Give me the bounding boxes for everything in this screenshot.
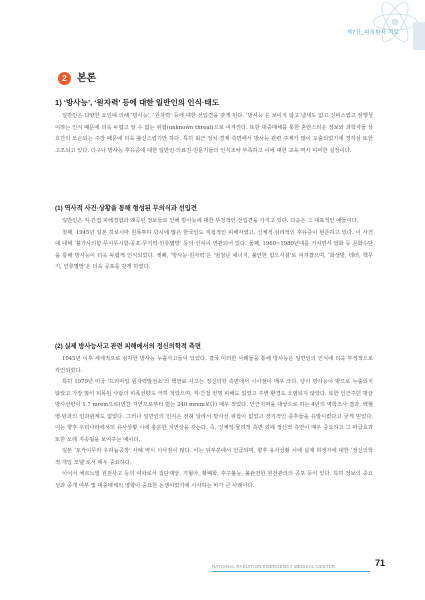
subsection-title: 1) ‘방사능’, ‘원자력’ 등에 대한 일반인의 인식·태도 <box>55 98 220 107</box>
psychiatric-p3: 일본 ‘토카이무라 우라늄공장’ 사례 역시 시사점이 많다. 이는 뒤부분에서 언급되며, 향후 유사상황 시에 실제 희생자에 대한 ‘정신의학적 개입 모델’로서 매우 중요하다. <box>55 448 373 466</box>
section-number-badge: 2 <box>58 72 71 85</box>
intro-text: 일반인은 다양한 요인에 의해 ‘방사능’, ‘원자력’ 등에 대한 선입견을 갖게 된다. ‘방사능’은 보이지 않고 냄새도 없고 신비스럽고 잠행성이라는 인식 때문에 더욱 두렵고 알 수 없는 위협(unknown threat)으로 여겨진다. 또한 대중매체를 통한 혼란스러운 정보와 과학자들 상호간의 모순되는 주장 때문에 더욱 불신스럽기만 하다. 특히 최근 정치·경제 측면에서 방사능 관련 주제가 많이 도출되었기에 경각심 또한 고조되고 있다. 더구나 방사능 후유증에 대한 일반인·의료진·전문기들의 인식조차 부족하고 이에 대한 교육 역시 미비한 실정이다. <box>55 113 373 154</box>
historical-block <box>55 216 373 274</box>
page-number: 71 <box>375 558 386 568</box>
intro-paragraph <box>55 111 373 157</box>
footer-divider <box>212 571 370 572</box>
psychiatric-p2: 특히 1979년 미국 ‘드리마일 원자력발전소’의 핵연료 사고는 정신의학 측면에서 시사점이 매우 크다. 당시 방사능이 밖으로 누출되지 않았고 가장 많이 피폭된 사람의 피폭선량도 극히 적었으며, 직·간접 인명 피해도 없었고 주변 환경도 오염되지 않았다. 또한 인근주민 평균 방사선량이 1.7 mrem으로(연간 자연으로부터 받는 240 mrem보다) 매우 적었다. 인근지역을 대상으로 하는 4년의 역학조사 결과, 백혈병·암과의 인과관계도 없었다. 그러나 일반인의 인식은 전혀 달라서 방사선 위험이 없었고 장기적인 증후들을 유발시켰다고 굳게 믿었다. 이는 향후 우리나라에서의 유사상황 시에 충분한 지연상을 갖는다. 즉, 신체적·물리적 측면 외에 정신적 측면이 매우 중요하고 그 파급효과 또한 오래 지속됨을 보여주는 예이다. <box>55 379 373 443</box>
psychiatric-p4: 이어서 체르노빌 원전사고 등의 여파로서 집단재앙, 기형아, 황폐화, 후구불능, 불완전한 원전관리의 공포 등이 있다. 특히 정보의 중요성과 공개 여부 및 대중매체의 영향이 중요한 논쟁이었기에 시사하는 바가 큰 사례이다. <box>55 471 373 489</box>
historical-p1: 일반인은 직·간접 피해경험과 왜곡된 정보들로 인해 방사능에 대한 부정적인 선입견을 가지고 있다. 다음은 그 대표적인 예들이다. <box>62 218 359 224</box>
psychiatric-p1: 1945년 이후 세계적으로 심각한 방사능 누출사고들이 있었다. 결국 이러한 사례들을 통해 방사능은 일반인의 인식에 더욱 부정적으로 각인되었다. <box>55 356 373 374</box>
heading-historical: (1) 역사적 사건·상황을 통해 형성된 무의식과 선입견 <box>55 205 197 212</box>
chapter-label: 제7장_피폭환자 치료 <box>346 30 399 36</box>
footer-org: NATIONAL RADIATION EMERGENCY MEDICAL CENTER <box>212 564 336 569</box>
heading-psychiatric: (2) 실제 방사능사고 관련 피해에서의 정신의학적 측면 <box>55 343 201 350</box>
side-tab-marker <box>413 22 425 50</box>
psychiatric-block <box>55 354 373 492</box>
historical-p2: 첫째, 1945년 일본 히로시마 원폭투하 당시에 많은 한국인도 직접적인 피해자였고, 신체적·심리적인 후유증이 현존하고 있다. 이 사건에 대해 ‘불가사의함·무시무시함·공포·무기력·인류멸망’ 등의 인식이 연관되어 있다. 둘째, 1960~1980년대를 거치면서 영화 등 문화수단을 통해 방사능이 더욱 두렵게 인식되었다. 셋째, ‘방사능·원자력’은 ‘엄청난 에너지, 불안한 힘으시설’로 여겨졌으며, ‘화생방, 테러, 핵무기, 인류멸망’은 더욱 공포를 갖게 하였다. <box>55 229 373 270</box>
section-title: 본론 <box>77 73 97 84</box>
